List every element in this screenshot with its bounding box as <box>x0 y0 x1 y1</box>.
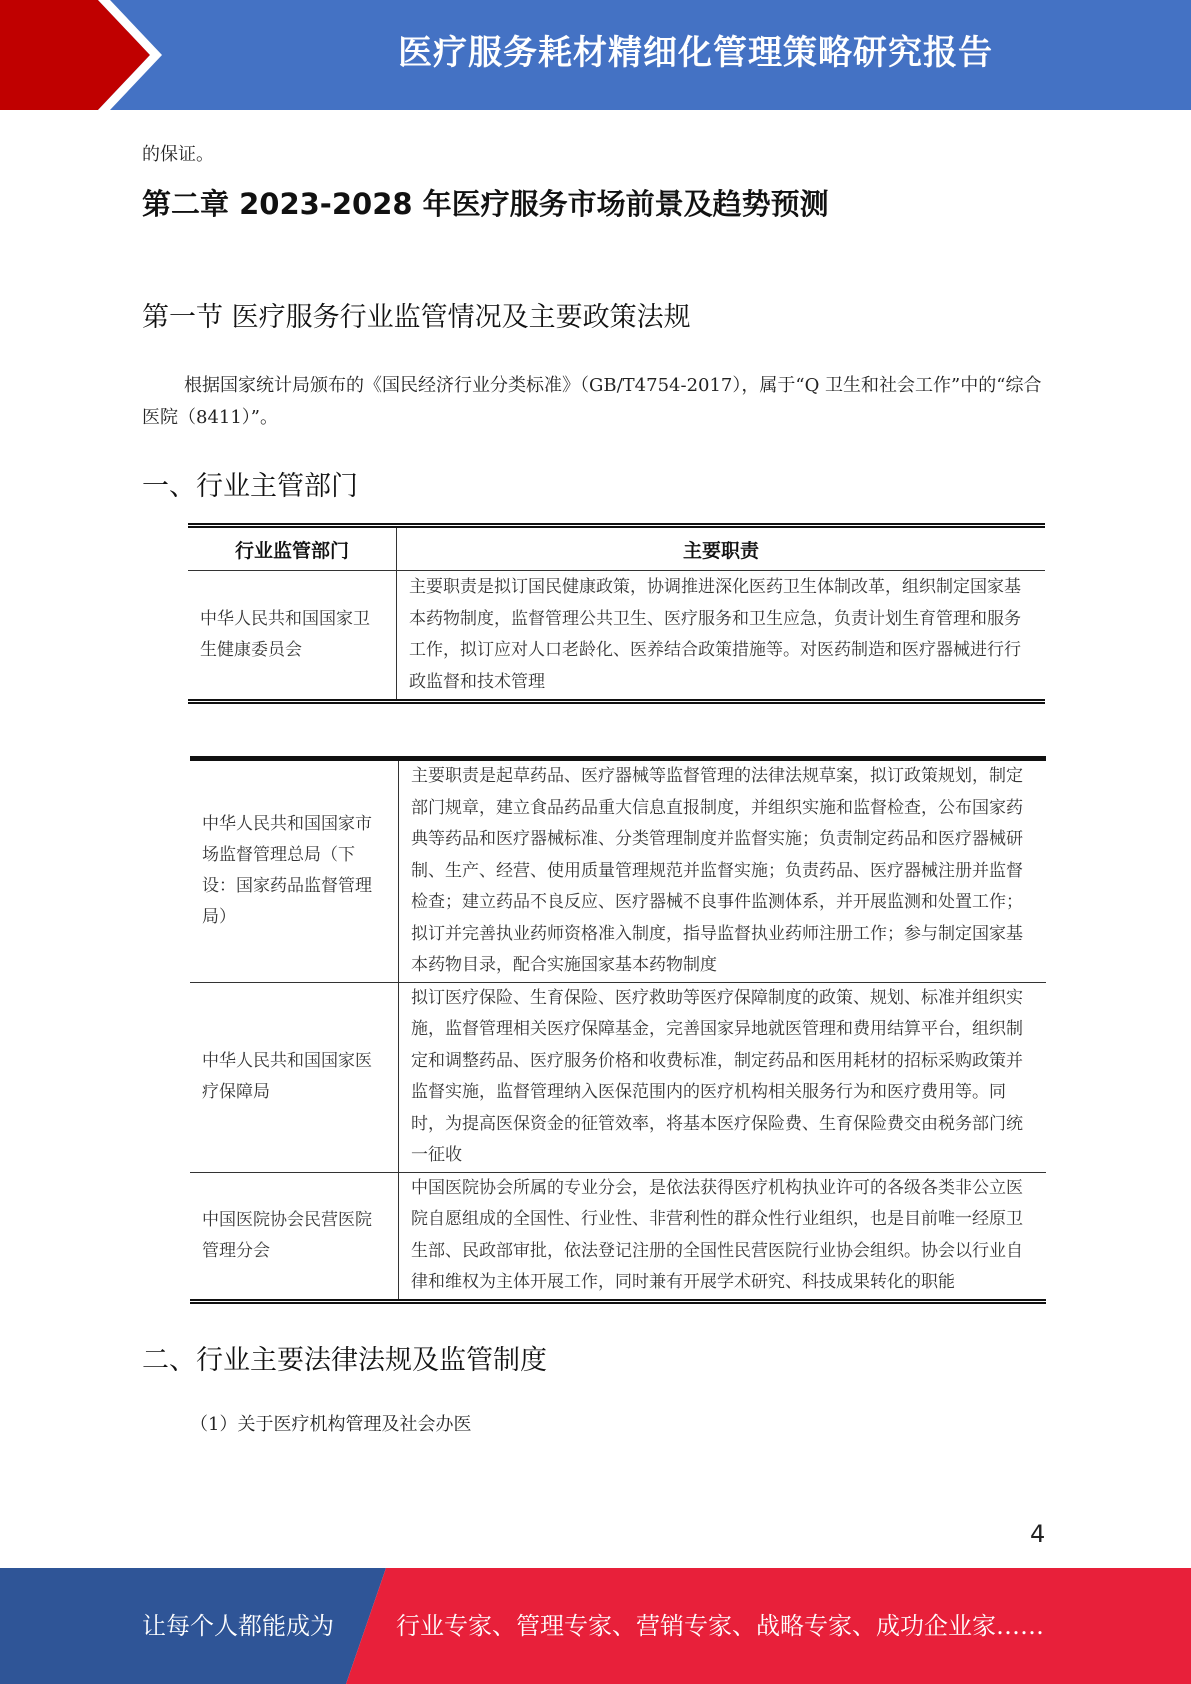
table-cell-duty: 主要职责是起草药品、医疗器械等监督管理的法律法规草案，拟订政策规划，制定部门规章，建立食品药品重大信息直报制度，并组织实施和监督检查，公布国家药典等药品和医疗器械标准、分类管理制度并监督实施；负责制定药品和医疗器械研制、生产、经营、使用质量管理规范并监督实施；负责药品、医疗器械注册并监督检查；建立药品不良反应、医疗器械不良事件监测体系，并开展监测和处置工作；拟订并完善执业药师资格准入制度，指导监督执业药师注册工作；参与制定国家基本药物目录，配合实施国家基本药物制度 <box>399 759 1047 983</box>
table-row <box>190 982 1046 1172</box>
regulator-table-part-1 <box>188 523 1045 704</box>
table-header-duty: 主要职责 <box>397 526 1046 571</box>
table-cell-duty: 中国医院协会所属的专业分会，是依法获得医疗机构执业许可的各级各类非公立医院自愿组成的全国性、行业性、非营利性的群众性行业组织，也是目前唯一经原卫生部、民政部审批，依法登记注册的全国性民营医院行业协会组织。协会以行业自律和维权为主体开展工作，同时兼有开展学术研究、科技成果转化的职能 <box>399 1172 1047 1301</box>
table-cell-duty: 拟订医疗保险、生育保险、医疗救助等医疗保障制度的政策、规划、标准并组织实施，监督管理相关医疗保障基金，完善国家异地就医管理和费用结算平台，组织制定和调整药品、医疗服务价格和收费标准，制定药品和医用耗材的招标采购政策并监督实施，监督管理纳入医保范围内的医疗机构相关服务行为和医疗费用等。同时，为提高医保资金的征管效率，将基本医疗保险费、生育保险费交由税务部门统一征收 <box>399 982 1047 1172</box>
report-title: 医疗服务耗材精细化管理策略研究报告 <box>398 33 993 73</box>
page-number: 4 <box>1030 1520 1046 1548</box>
table-row <box>190 1172 1046 1301</box>
table-cell-duty: 主要职责是拟订国民健康政策，协调推进深化医药卫生体制改革，组织制定国家基本药物制度，监督管理公共卫生、医疗服务和卫生应急，负责计划生育管理和服务工作，拟订应对人口老龄化、医养结合政策措施等。对医药制造和医疗器械进行行政监督和技术管理 <box>397 571 1046 702</box>
intro-paragraph: 根据国家统计局颁布的《国民经济行业分类标准》（GB/T4754-2017），属于“Q 卫生和社会工作”中的“综合医院（8411）”。 <box>142 375 1042 428</box>
footer-slogan-right: 行业专家、管理专家、营销专家、战略专家、成功企业家…… <box>396 1612 1044 1640</box>
table-header-row <box>188 526 1045 571</box>
table-cell-dept: 中华人民共和国国家市场监督管理总局（下设：国家药品监督管理局） <box>202 814 372 928</box>
footer-slogan-left: 让每个人都能成为 <box>142 1612 334 1640</box>
footer-banner <box>0 1568 1191 1684</box>
table-row <box>190 759 1046 983</box>
chapter-title: 第二章 2023-2028 年医疗服务市场前景及趋势预测 <box>142 187 829 221</box>
header-banner <box>0 0 1191 110</box>
table-cell-dept: 中华人民共和国国家卫生健康委员会 <box>200 609 370 660</box>
sub-item-medical-institutions: （1）关于医疗机构管理及社会办医 <box>190 1414 472 1435</box>
heading-regulatory-departments: 一、行业主管部门 <box>142 471 358 502</box>
table-cell-dept: 中华人民共和国国家医疗保障局 <box>202 1051 372 1102</box>
regulator-table-part-2 <box>190 756 1046 1304</box>
continuation-text: 的保证。 <box>142 144 214 165</box>
content-area <box>142 130 1042 503</box>
table-row <box>188 571 1045 702</box>
heading-laws-regulations: 二、行业主要法律法规及监管制度 <box>142 1345 547 1376</box>
table-header-dept: 行业监管部门 <box>234 539 349 562</box>
table-cell-dept: 中国医院协会民营医院管理分会 <box>202 1209 372 1261</box>
section-title: 第一节 医疗服务行业监管情况及主要政策法规 <box>142 302 691 333</box>
